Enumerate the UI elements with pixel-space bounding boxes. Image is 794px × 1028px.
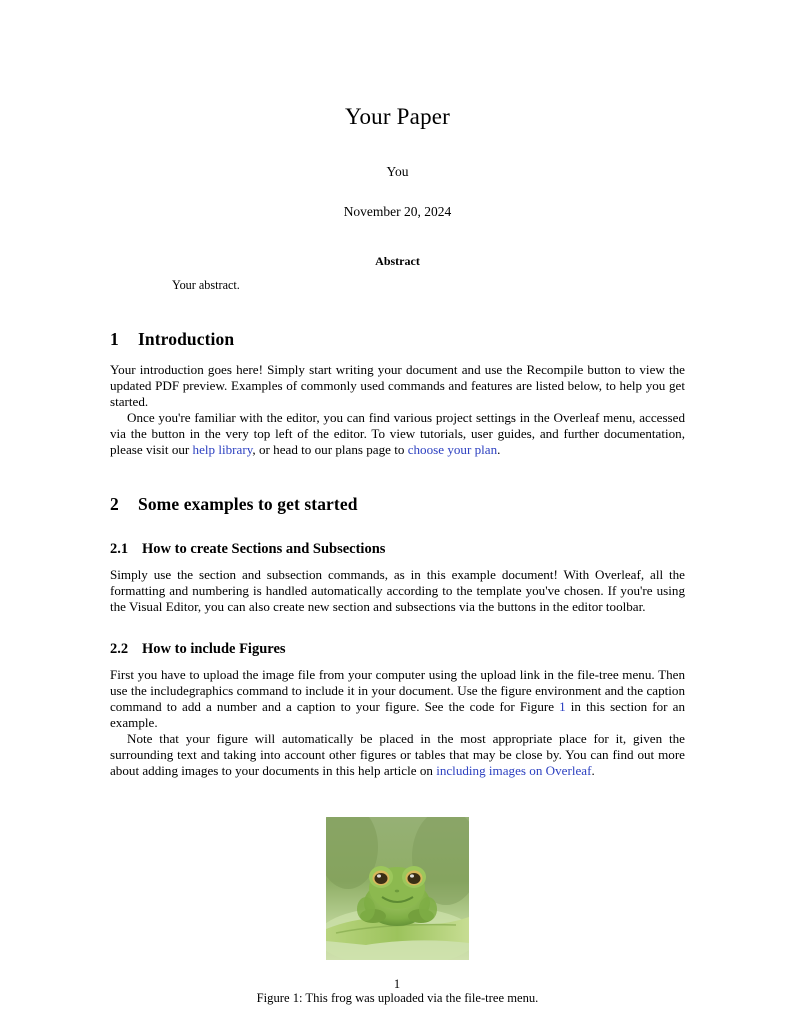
subsection-heading-sections bbox=[110, 541, 685, 558]
paragraph: Simply use the section and subsection commands, as in this example document! With Overleaf, all the formatting and numbering is handled automatically according to the template you've chosen. If you're using the Visual Editor, you can also create new section and subsections via the buttons in the editor toolbar. bbox=[110, 566, 685, 614]
section-heading-introduction bbox=[110, 329, 685, 350]
figure-caption: Figure 1: This frog was uploaded via the file-tree menu. bbox=[256, 990, 539, 1005]
subsection-number: 2.2 bbox=[110, 640, 129, 657]
subsection-number: 2.1 bbox=[110, 540, 129, 557]
section-heading-examples bbox=[110, 494, 685, 515]
paragraph-text: , or head to our plans page to bbox=[252, 441, 408, 457]
paragraph: Your introduction goes here! Simply start writing your document and use the Recompile button to view the updated PDF preview. Examples of commonly used commands and features are listed below, to help you get started. bbox=[110, 362, 685, 409]
choose-your-plan-link[interactable]: choose your plan bbox=[407, 441, 498, 457]
figure-reference-link[interactable]: 1 bbox=[559, 698, 566, 714]
document-date: November 20, 2024 bbox=[343, 204, 452, 219]
help-library-link[interactable]: help library bbox=[192, 441, 253, 457]
section-number: 2 bbox=[110, 493, 119, 514]
document-author: You bbox=[386, 164, 409, 179]
paragraph bbox=[110, 410, 685, 458]
paragraph-text: Once you're familiar with the editor, you can find various project settings in the Overleaf menu, accessed via the button in the very top left of the editor. To view tutorials, user guides, and further documentation, please visit our bbox=[110, 409, 685, 457]
section-title: Introduction bbox=[138, 329, 235, 349]
paragraph-text: Note that your figure will automatically be placed in the most appropriate place for it, given the surrounding text and taking into account other figures or tables that may be close by. You can find out more about adding images to your documents in this help article on bbox=[110, 730, 685, 778]
abstract-text: Your abstract. bbox=[172, 278, 240, 292]
subsection-title: How to include Figures bbox=[142, 640, 286, 657]
paragraph-text: . bbox=[497, 441, 501, 457]
section-title: Some examples to get started bbox=[138, 493, 358, 514]
frog-photo bbox=[326, 817, 469, 960]
subsection-title: How to create Sections and Subsections bbox=[142, 540, 386, 557]
page-number: 1 bbox=[393, 977, 401, 991]
paragraph bbox=[110, 731, 685, 779]
page-title: Your Paper bbox=[344, 104, 451, 129]
section-number: 1 bbox=[110, 329, 119, 349]
abstract-heading: Abstract bbox=[375, 254, 420, 268]
paragraph-text: First you have to upload the image file from your computer using the upload link in the file-tree menu. Then use the includegraphics command to include it in your document. Use the figure environment and the caption command to add a number and a caption to your figure. See the code for Figure bbox=[110, 666, 685, 714]
paragraph-text: in this section for an example. bbox=[110, 698, 685, 730]
including-images-link[interactable]: including images on Overleaf bbox=[436, 762, 592, 778]
paragraph-text: . bbox=[591, 762, 595, 778]
subsection-heading-figures bbox=[110, 641, 685, 658]
document-body bbox=[110, 104, 685, 1006]
paragraph bbox=[110, 667, 685, 731]
